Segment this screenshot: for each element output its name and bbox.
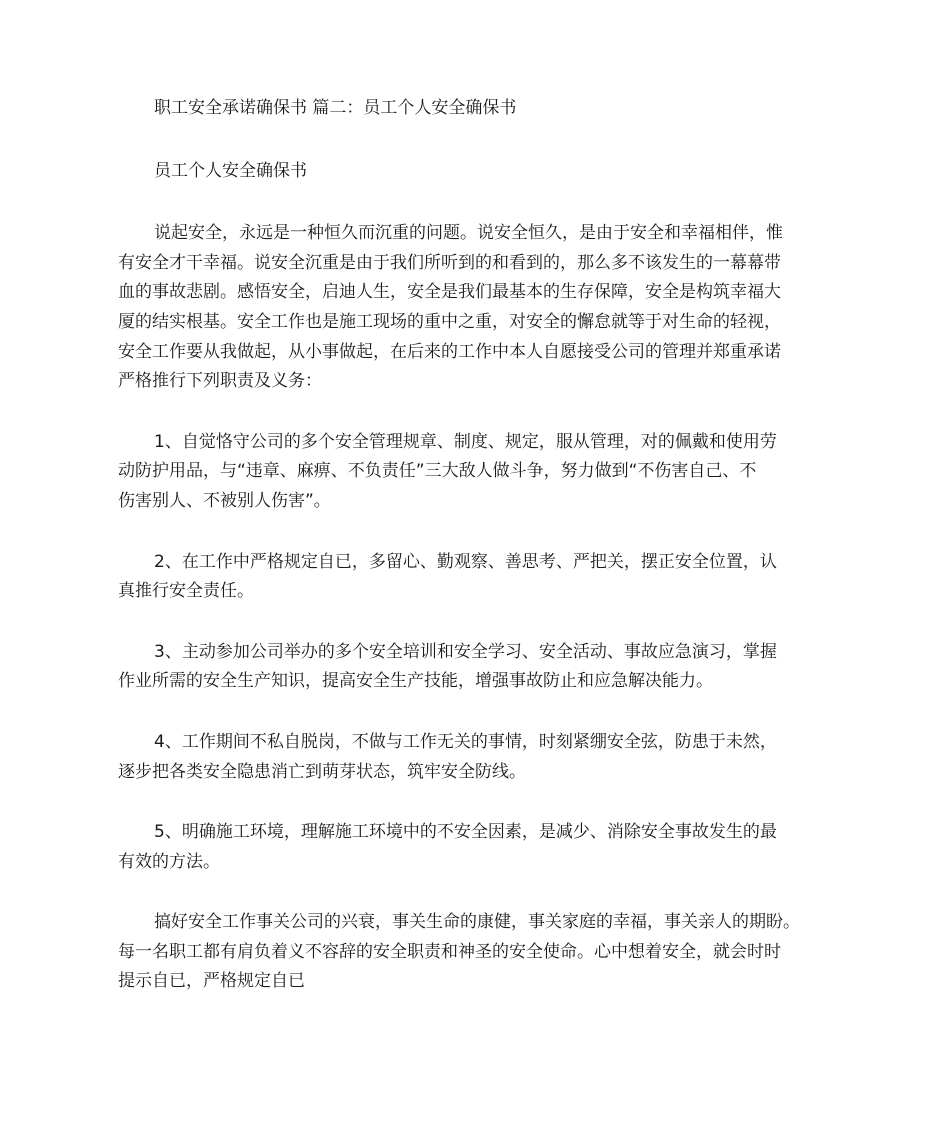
paragraph-line: 说起安全，永远是一种恒久而沉重的问题。说安全恒久，是由于安全和幸福相伴，惟 (154, 223, 783, 244)
paragraph-line: 4、工作期间不私自脱岗，不做与工作无关的事情，时刻紧绷安全弦，防患于未然， (154, 731, 777, 752)
paragraph-line: 作业所需的安全生产知识，提高安全生产技能，增强事故防止和应急解决能力。 (118, 671, 713, 692)
paragraph-item-3 (118, 638, 834, 697)
paragraph-line: 每一名职工都有肩负着义不容辞的安全职责和神圣的安全使命。心中想着安全，就会时时 (118, 941, 781, 962)
paragraph-line: 有效的方法。 (118, 851, 220, 872)
document-page (118, 94, 834, 997)
paragraph-line: 真推行安全责任。 (118, 581, 254, 602)
paragraph-line: 3、主动参加公司举办的多个安全培训和安全学习、安全活动、事故应急演习，掌握 (154, 641, 777, 662)
paragraph-line: 动防护用品，与“违章、麻痹、不负责任”三大敌人做斗争，努力做到“不伤害自己、不 (118, 461, 757, 482)
paragraph-line: 提示自已，严格规定自已 (118, 971, 305, 992)
paragraph-line: 有安全才干幸福。说安全沉重是由于我们所听到的和看到的，那么多不该发生的一幕幕带 (118, 252, 781, 273)
paragraph-item-4 (118, 728, 834, 787)
paragraph-line: 厦的结实根基。安全工作也是施工现场的重中之重，对安全的懈怠就等于对生命的轻视， (118, 311, 781, 332)
paragraph-line: 安全工作要从我做起，从小事做起，在后来的工作中本人自愿接受公司的管理并郑重承诺 (118, 341, 781, 362)
paragraph-line: 1、自觉恪守公司的多个安全管理规章、制度、规定，服从管理，对的佩戴和使用劳 (154, 431, 777, 452)
paragraph-line: 搞好安全工作事关公司的兴衰，事关生命的康健，事关家庭的幸福，事关亲人的期盼。 (154, 912, 800, 933)
document-subheading: 员工个人安全确保书 (154, 160, 307, 181)
paragraph-item-5 (118, 818, 834, 877)
paragraph-item-2 (118, 548, 834, 607)
paragraph-line: 血的事故悲剧。感悟安全，启迪人生，安全是我们最基本的生存保障，安全是构筑幸福大 (118, 282, 781, 303)
paragraph-line: 5、明确施工环境，理解施工环境中的不安全因素，是减少、消除安全事故发生的最 (154, 822, 777, 843)
document-heading: 职工安全承诺确保书 篇二：员工个人安全确保书 (154, 98, 517, 118)
paragraph-line: 伤害别人、不被别人伤害”。 (118, 490, 331, 511)
paragraph-intro (118, 219, 834, 397)
paragraph-item-1 (118, 428, 834, 517)
paragraph-line: 逐步把各类安全隐患消亡到萌芽状态，筑牢安全防线。 (118, 761, 526, 782)
paragraph-conclusion (118, 908, 834, 997)
paragraph-line: 2、在工作中严格规定自已，多留心、勤观察、善思考、严把关，摆正安全位置，认 (154, 551, 777, 572)
paragraph-line: 严格推行下列职责及义务： (118, 371, 322, 392)
